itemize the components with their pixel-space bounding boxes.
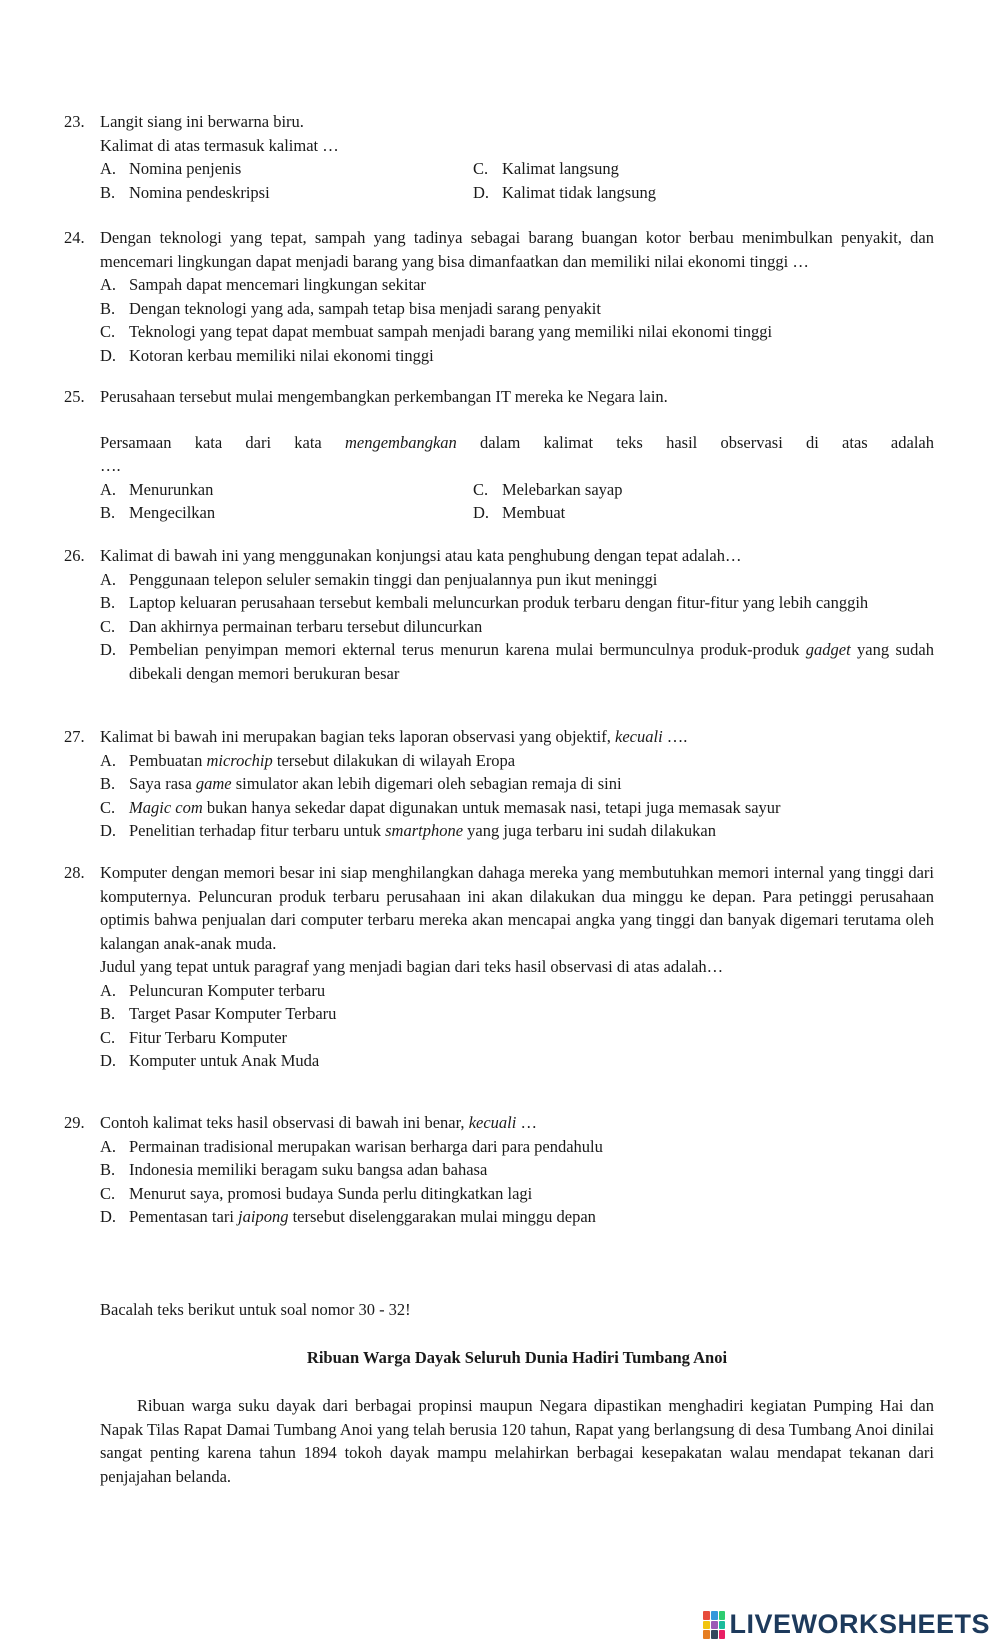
reading-title: Ribuan Warga Dayak Seluruh Dunia Hadiri Tumbang Anoi: [306, 1348, 728, 1367]
question-number: 27.: [64, 727, 85, 746]
logo-square: [703, 1621, 710, 1630]
question-number: 24.: [64, 228, 85, 247]
reading-paragraph: Ribuan warga suku dayak dari berbagai propinsi maupun Negara dipastikan menghadiri kegiatan Pumping Hai dan Napak Tilas Rapat Damai Tumbang Anoi yang telah berusia 120 tahun, Rapat yang berlangsung di desa Tumbang Anoi dinilai sangat penting karena tahun 1894 tokoh dayak mampu melahirkan berbagai kesepakatan walau mendapat tekanan dari penjajahan belanda.: [100, 1396, 934, 1486]
question-24: [64, 226, 934, 367]
option-b: B. Target Pasar Komputer Terbaru: [100, 1004, 337, 1023]
logo-square: [703, 1630, 710, 1639]
question-number: 26.: [64, 546, 85, 565]
question-stem: Perusahaan tersebut mulai mengembangkan perkembangan IT mereka ke Negara lain.: [100, 387, 668, 406]
logo-square: [719, 1611, 726, 1620]
logo-square: [711, 1621, 718, 1630]
italic-term: Magic com: [129, 797, 203, 817]
liveworksheets-logo: [703, 1611, 990, 1639]
question-27: [64, 725, 934, 843]
logo-square: [719, 1630, 726, 1639]
question-28: [64, 861, 934, 1073]
option-c: C. Kalimat langsung: [473, 159, 619, 178]
logo-square: [711, 1611, 718, 1620]
question-26: [64, 544, 934, 685]
option-b: B. Indonesia memiliki beragam suku bangsa adan bahasa: [100, 1160, 488, 1179]
question-stem-line: Kalimat di atas termasuk kalimat …: [100, 135, 339, 155]
option-d: D. Membuat: [473, 503, 566, 522]
option-d: D. Pementasan tari jaipong tersebut diselenggarakan mulai minggu depan: [100, 1207, 596, 1226]
option-d: D. Penelitian terhadap fitur terbaru untuk smartphone yang juga terbaru ini sudah dilakukan: [100, 821, 716, 840]
question-prompt: Persamaan kata dari kata mengembangkan dalam kalimat teks hasil observasi di atas adalah: [100, 432, 934, 452]
question-number: 29.: [64, 1113, 85, 1132]
option-b: B. Mengecilkan: [100, 503, 216, 522]
logo-square: [711, 1630, 718, 1639]
question-stem: Kalimat bi bawah ini merupakan bagian teks laporan observasi yang objektif, kecuali ….: [100, 727, 688, 746]
question-number: 25.: [64, 387, 85, 406]
option-c: C. Melebarkan sayap: [473, 479, 623, 499]
option-c: C. Menurut saya, promosi budaya Sunda perlu ditingkatkan lagi: [100, 1183, 533, 1203]
logo-square: [703, 1611, 710, 1620]
italic-term: gadget: [805, 640, 851, 659]
italic-term: smartphone: [385, 821, 464, 840]
italic-term: mengembangkan: [344, 432, 457, 452]
italic-term: game: [195, 774, 232, 793]
question-prompt-dots: ….: [100, 456, 121, 475]
option-b: B. Laptop keluaran perusahaan tersebut kembali meluncurkan produk terbaru dengan fitur-fitur yang lebih canggih: [100, 593, 869, 612]
question-stem: Dengan teknologi yang tepat, sampah yang tadinya sebagai barang buangan kotor berbau menimbulkan penyakit, dan mencemari lingkungan dapat menjadi barang yang bisa dimanfaatkan dan memiliki nilai ekonomi tinggi …: [100, 228, 934, 271]
question-number: 23.: [64, 112, 85, 131]
question-stem: Contoh kalimat teks hasil observasi di bawah ini benar, kecuali …: [100, 1113, 537, 1132]
question-stem: Komputer dengan memori besar ini siap menghilangkan dahaga mereka yang membutuhkan memori internal yang tinggi dari komputernya. Peluncuran produk terbaru perusahaan ini akan dilakukan dua minggu ke depan. Para petinggi perusahaan optimis bahwa penjualan dari computer terbaru mereka akan mencapai angka yang tinggi dan banyak digemari terutama oleh kalangan anak-anak muda.: [100, 863, 934, 953]
italic-term: kecuali: [468, 1113, 517, 1132]
italic-term: microchip: [206, 750, 273, 770]
question-number: 28.: [64, 863, 85, 882]
option-b: B. Nomina pendeskripsi: [100, 182, 270, 202]
option-a: A. Sampah dapat mencemari lingkungan sekitar: [100, 275, 426, 294]
italic-term: kecuali: [615, 727, 663, 746]
question-prompt: Judul yang tepat untuk paragraf yang menjadi bagian dari teks hasil observasi di atas adalah…: [100, 957, 724, 976]
question-23: [64, 110, 934, 204]
option-a: A. Menurunkan: [100, 479, 214, 499]
italic-term: jaipong: [238, 1207, 289, 1226]
liveworksheets-logo-icon: [703, 1611, 725, 1639]
option-a: A. Penggunaan telepon seluler semakin tinggi dan penjualannya pun ikut meninggi: [100, 569, 658, 589]
option-c: C. Fitur Terbaru Komputer: [100, 1027, 288, 1047]
option-b: B. Saya rasa game simulator akan lebih digemari oleh sebagian remaja di sini: [100, 774, 622, 793]
option-c: C. Dan akhirnya permainan terbaru tersebut diluncurkan: [100, 616, 483, 636]
question-29: [64, 1111, 934, 1229]
question-25: [64, 385, 934, 525]
option-c: C. Magic com bukan hanya sekedar dapat digunakan untuk memasak nasi, tetapi juga memasak sayur: [100, 797, 781, 817]
option-a: A. Permainan tradisional merupakan warisan berharga dari para pendahulu: [100, 1136, 603, 1156]
reading-instruction: Bacalah teks berikut untuk soal nomor 30 - 32!: [100, 1300, 411, 1319]
liveworksheets-logo-text: LIVEWORKSHEETS: [729, 1609, 990, 1640]
logo-square: [719, 1621, 726, 1630]
option-a: A. Peluncuran Komputer terbaru: [100, 980, 326, 1000]
option-b: B. Dengan teknologi yang ada, sampah tetap bisa menjadi sarang penyakit: [100, 298, 601, 318]
question-stem-line: Langit siang ini berwarna biru.: [100, 112, 304, 131]
option-d: D. Komputer untuk Anak Muda: [100, 1051, 320, 1070]
option-a: A. Nomina penjenis: [100, 159, 242, 178]
option-d: D. Kotoran kerbau memiliki nilai ekonomi tinggi: [100, 345, 434, 365]
option-d: D. Kalimat tidak langsung: [473, 182, 656, 202]
option-c: C. Teknologi yang tepat dapat membuat sampah menjadi barang yang memiliki nilai ekonomi tinggi: [100, 322, 773, 341]
question-stem: Kalimat di bawah ini yang menggunakan konjungsi atau kata penghubung dengan tepat adalah…: [100, 546, 742, 565]
option-a: A. Pembuatan microchip tersebut dilakukan di wilayah Eropa: [100, 750, 516, 770]
option-d: D. Pembelian penyimpan memori ekternal terus menurun karena mulai bermunculnya produk-produk gadget yang sudah dibekali dengan memori berukuran besar: [100, 640, 934, 683]
